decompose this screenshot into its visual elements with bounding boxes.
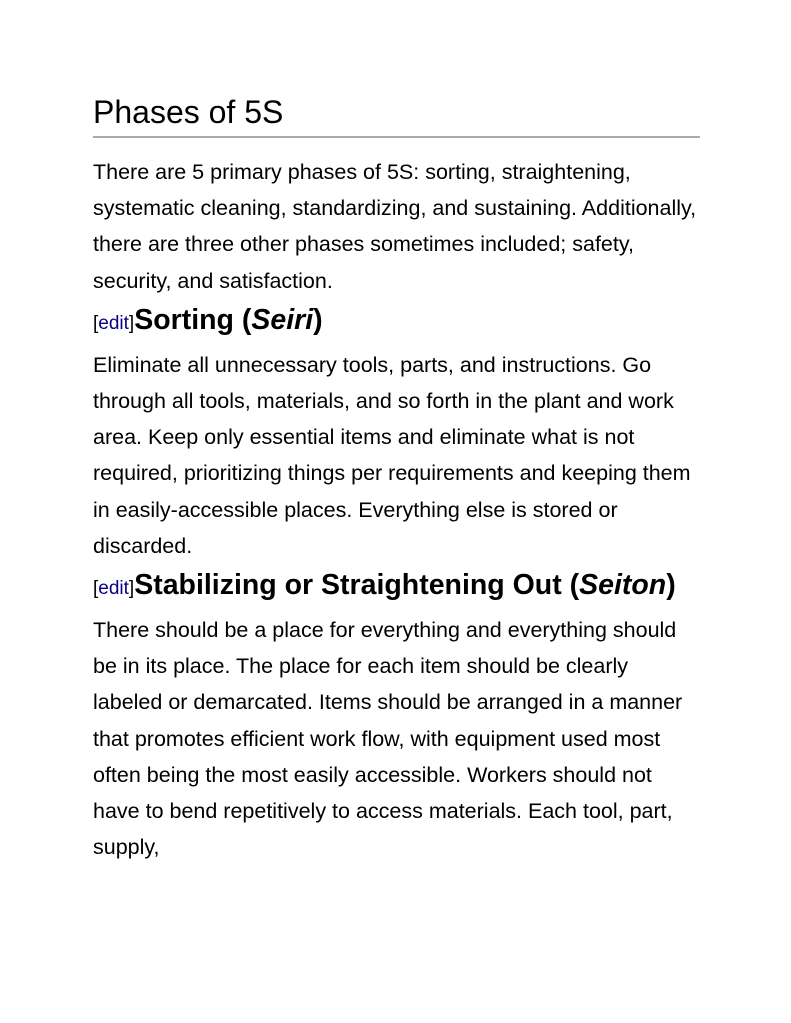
section-body-straightening: There should be a place for everything and everything should be in its place. The place for each item should be clearly labeled or demarcated. Items should be arranged in a manner that promotes efficient work flow, with equipment used most often being the most easily accessible. Workers should not have to bend repetitively to access materials. Each tool, part, supply, bbox=[93, 618, 683, 860]
heading-term: Seiton bbox=[579, 569, 667, 602]
edit-bracket-open: [ bbox=[93, 312, 99, 334]
edit-bracket-close: ] bbox=[128, 312, 135, 334]
heading-close: ) bbox=[666, 569, 676, 602]
intro-paragraph: There are 5 primary phases of 5S: sorting, straightening, systematic cleaning, standardizing, and sustaining. Additionally, there are three other phases sometimes included; safety, security, and satisfaction. bbox=[93, 160, 697, 293]
section-heading-sorting bbox=[93, 299, 700, 347]
page-title: Phases of 5S bbox=[93, 92, 700, 138]
heading-close: ) bbox=[313, 303, 323, 336]
article bbox=[93, 92, 700, 865]
edit-bracket-close: ] bbox=[128, 578, 135, 600]
edit-bracket-open: [ bbox=[93, 578, 99, 600]
heading-term: Seiri bbox=[251, 303, 314, 336]
heading-text: Sorting ( bbox=[134, 303, 252, 336]
section-body-sorting: Eliminate all unnecessary tools, parts, and instructions. Go through all tools, materials, and so forth in the plant and work area. Keep only essential items and eliminate what is not required, prioritizing things per requirements and keeping them in easily-accessible places. Everything else is stored or discarded. bbox=[93, 352, 691, 558]
section-heading-straightening bbox=[93, 564, 700, 612]
heading-text: Stabilizing or Straightening Out ( bbox=[134, 569, 580, 602]
edit-link-straightening[interactable]: edit bbox=[98, 578, 129, 600]
edit-link-sorting[interactable]: edit bbox=[98, 312, 129, 334]
